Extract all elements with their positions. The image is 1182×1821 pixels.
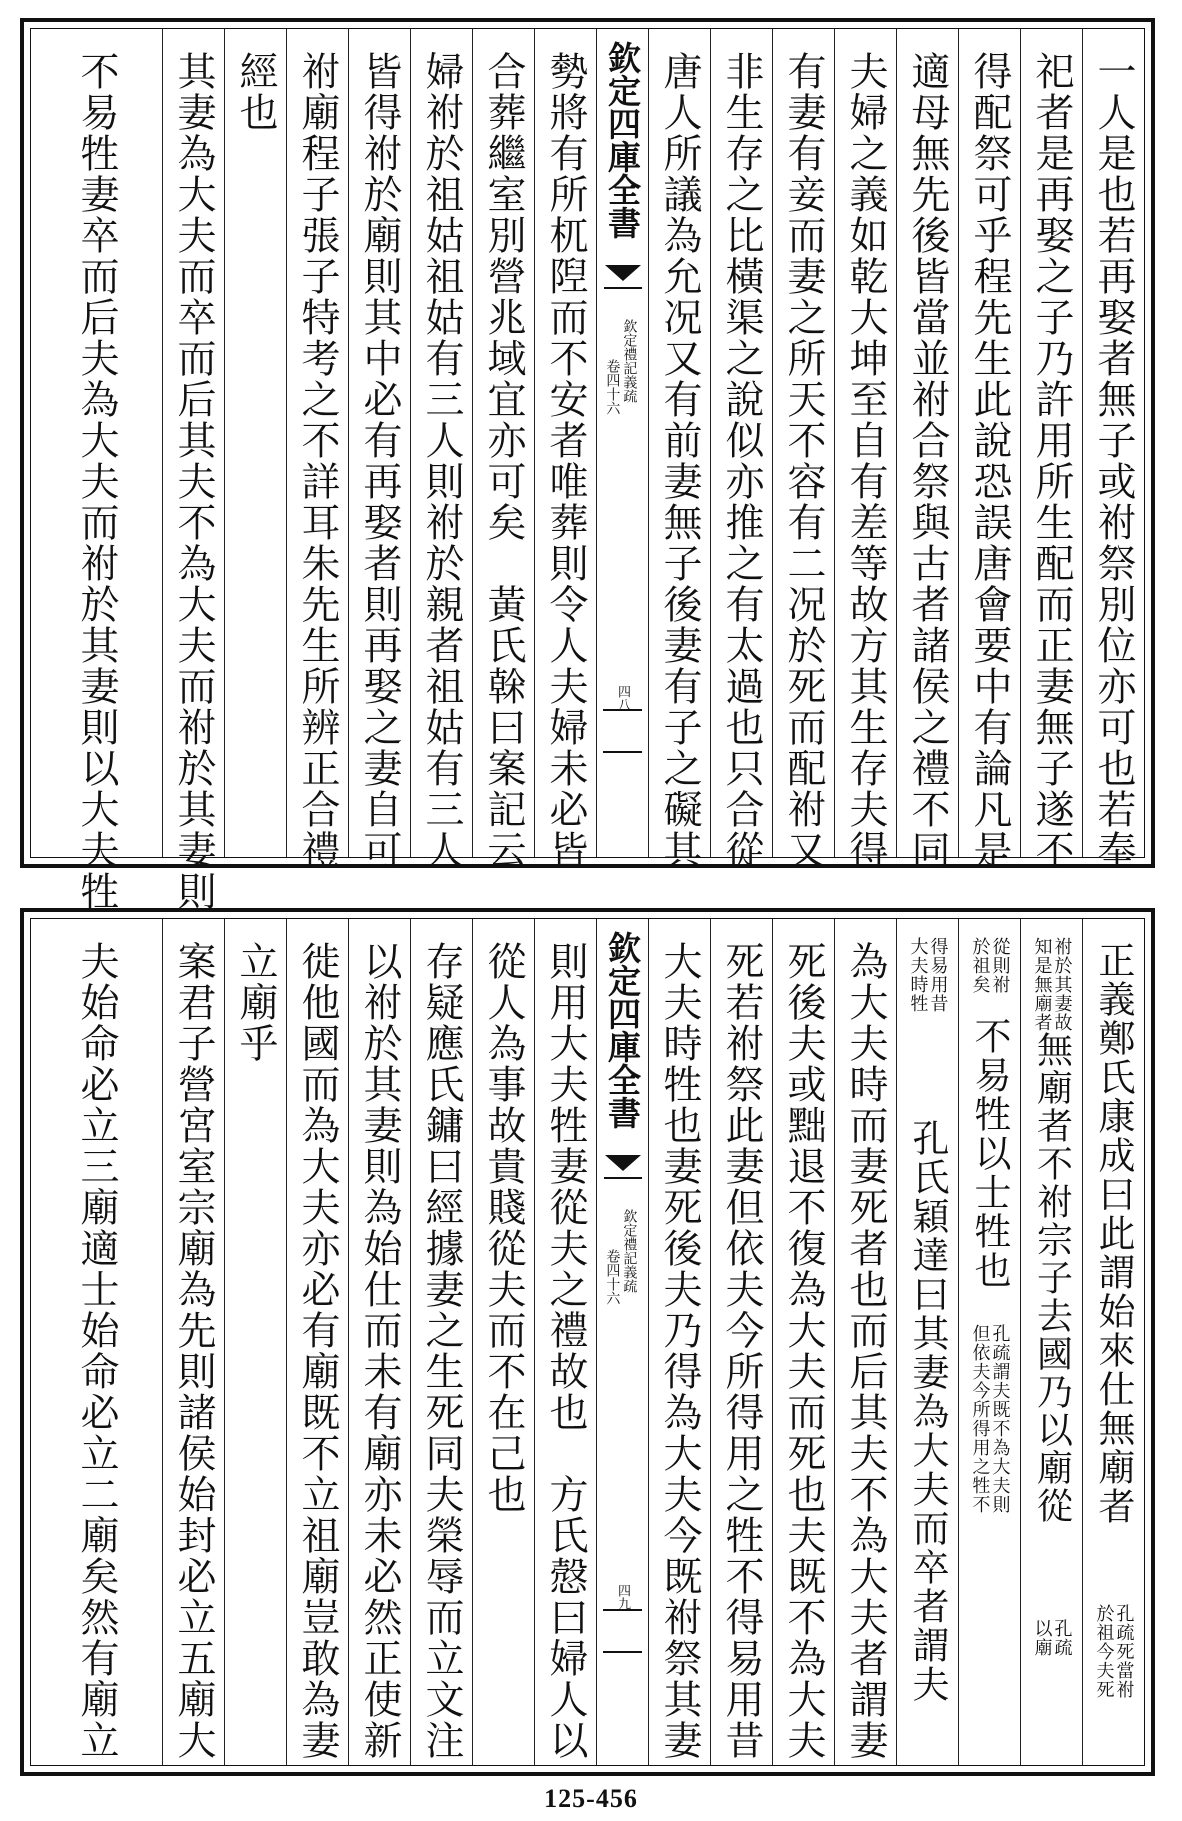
bottom-col-3-tail-note-right: 孔疏謂夫既不為大夫則: [989, 1324, 1011, 1514]
bottom-col-6-text: 死後夫或黜退不復為大夫而死也夫既不為大夫: [781, 941, 826, 1761]
top-banxin: [596, 29, 648, 857]
bottom-banxin-title: 欽定四庫全書: [603, 931, 642, 1129]
top-col-7: [710, 29, 772, 871]
top-col-1-text: 一人是也若再娶者無子或祔祭別位亦可也若奉: [1091, 51, 1136, 871]
top-col-16: [31, 29, 162, 912]
bottom-col-3-head-notes: [959, 937, 1020, 994]
bottom-col-13-text: 徙他國而為大夫亦必有廟既不立祖廟豈敢為妻: [295, 941, 340, 1761]
bottom-banxin: [596, 919, 648, 1765]
top-col-7-text: 非生存之比橫渠之說似亦推之有太過也只合從: [719, 51, 764, 871]
bottom-page-columns: [31, 919, 1144, 1765]
top-col-4-text: 適母無先後皆當並祔合祭與古者諸侯之禮不同: [905, 51, 950, 871]
bottom-col-7-text: 死若祔祭此妻但依夫今所得用之牲不得易用昔: [719, 941, 764, 1761]
top-col-2: [1020, 29, 1082, 871]
bottom-banxin-rule-2: [603, 1651, 642, 1653]
top-col-6-text: 有妻有妾而妻之所天不容有二况於死而配祔又: [781, 51, 826, 871]
bottom-col-2-note-left: 知是無廟者: [1031, 937, 1053, 1032]
top-col-9: [534, 29, 596, 871]
top-col-2-text: 祀者是再娶之子乃許用所生配而正妻無子遂不: [1029, 51, 1074, 871]
bottom-col-2-note-right: 祔於其妻故: [1051, 937, 1073, 1032]
bottom-col-1-notes: [1083, 1604, 1144, 1699]
top-col-10-text: 合葬繼室別營兆域宜亦可矣 黃氏榦曰案記云: [481, 51, 526, 871]
bottom-col-3: [958, 919, 1020, 1765]
bottom-col-14: [224, 919, 286, 1765]
top-col-16-text: 不易牲妻卒而后夫為大夫而祔於其妻則以大夫牲: [74, 51, 119, 912]
top-fish-tail-mark: [605, 265, 641, 281]
bottom-banxin-page-number: 四九: [615, 1584, 630, 1610]
top-col-8-text: 唐人所議為允况又有前妻無子後妻有子之礙其: [657, 51, 702, 871]
top-col-3: [958, 29, 1020, 871]
top-col-15: [162, 29, 224, 912]
bottom-col-3-tail-note-left: 但依夫今所得用之牲不: [969, 1324, 991, 1514]
top-col-14: [224, 29, 286, 857]
bottom-col-1: [1082, 919, 1144, 1765]
bottom-col-5: [834, 919, 896, 1765]
bottom-fish-tail-rule: [604, 1177, 642, 1179]
bottom-col-9: [534, 919, 596, 1765]
bottom-col-15-text: 案君子營宮室宗廟為先則諸侯始封必立五廟大: [171, 941, 216, 1761]
bottom-col-15: [162, 919, 224, 1765]
top-col-1: [1082, 29, 1144, 871]
bottom-col-4-main: 孔氏穎達曰其妻為大夫而卒者謂夫: [906, 1119, 949, 1704]
top-col-5: [834, 29, 896, 871]
bottom-col-3-main: 不易牲以士牲也: [968, 1017, 1011, 1290]
top-page-inner-frame: [30, 28, 1145, 912]
bottom-col-2-head-notes: [1021, 937, 1082, 1032]
bottom-col-1-main: 正義鄭氏康成曰此謂始來仕無廟者: [1092, 941, 1135, 1526]
top-col-9-text: 勢將有所杌隉而不安者唯葬則令人夫婦未必皆: [543, 51, 588, 871]
bottom-col-10: [472, 919, 534, 1765]
top-banxin-page-number: 四八: [615, 685, 630, 711]
top-col-5-text: 夫婦之義如乾大坤至自有差等故方其生存夫得: [843, 51, 888, 871]
bottom-col-1-note-right: 孔疏死當祔: [1113, 1604, 1135, 1699]
top-col-6: [772, 29, 834, 871]
top-fish-tail-rule: [604, 287, 642, 289]
bottom-col-3-tail-notes: [959, 1324, 1020, 1514]
top-page-columns: [31, 29, 1144, 912]
bottom-col-11-text: 存疑應氏鏞曰經據妻之生死同夫榮辱而立文注: [419, 941, 464, 1761]
bottom-col-1-note-left: 於祖今夫死: [1093, 1604, 1115, 1699]
bottom-col-4-head-notes: [897, 937, 958, 1013]
bottom-col-7: [710, 919, 772, 1765]
bottom-col-14-text: 立廟乎: [233, 941, 278, 1064]
bottom-banxin-book-title: 欽定禮記義疏: [621, 1209, 638, 1293]
top-col-10: [472, 29, 534, 871]
top-col-3-text: 得配祭可乎程先生此說恐誤唐會要中有論凡是: [967, 51, 1012, 871]
bottom-col-10-text: 從人為事故貴賤從夫而不在己也: [481, 941, 526, 1515]
top-col-11: [410, 29, 472, 871]
bottom-col-2-main: 無廟者不祔宗子去國乃以廟從: [1031, 1031, 1073, 1525]
bottom-col-3-note-left: 於祖矣: [969, 937, 991, 994]
bottom-col-2-tail-notes: [1021, 1619, 1082, 1657]
top-banxin-rule-2: [603, 751, 642, 753]
bottom-col-5-text: 為大夫時而妻死者也而后其夫不為大夫者謂妻: [843, 941, 888, 1761]
bottom-col-12-text: 以祔於其妻則為始仕而未有廟亦未必然正使新: [357, 941, 402, 1761]
bottom-col-8: [648, 919, 710, 1765]
bottom-col-2: [1020, 919, 1082, 1765]
top-col-12: [348, 29, 410, 871]
top-col-4: [896, 29, 958, 871]
footer-page-code: 125-456: [544, 1784, 638, 1813]
bottom-col-11: [410, 919, 472, 1765]
bottom-col-12: [348, 919, 410, 1765]
top-col-11-text: 婦祔於祖姑祖姑有三人則祔於親者祖姑有三人: [419, 51, 464, 871]
bottom-page-inner-frame: [30, 918, 1145, 1766]
bottom-col-13: [286, 919, 348, 1765]
bottom-banxin-volume: 卷四十六: [604, 1249, 621, 1305]
bottom-col-4-note-left: 大夫時牲: [907, 937, 929, 1013]
top-col-13: [286, 29, 348, 871]
top-col-14-text: 經也: [233, 51, 278, 133]
bottom-col-2-tail-note-left: 以廟: [1031, 1619, 1053, 1657]
bottom-col-16-text: 夫始命必立三廟適士始命必立二廟矣然有廟立: [74, 941, 119, 1761]
top-col-8: [648, 29, 710, 871]
top-col-13-text: 祔廟程子張子特考之不詳耳朱先生所辨正合禮: [295, 51, 340, 871]
bottom-col-8-text: 大夫時牲也妻死後夫乃得為大夫今既祔祭其妻: [657, 941, 702, 1761]
top-col-15-text: 其妻為大夫而卒而后其夫不為大夫而祔於其妻則: [171, 51, 216, 912]
bottom-col-3-note-right: 從則祔: [989, 937, 1011, 994]
bottom-col-4: [896, 919, 958, 1765]
bottom-page-panel: [20, 908, 1155, 1776]
top-banxin-book-title: 欽定禮記義疏: [621, 319, 638, 403]
bottom-fish-tail-mark: [605, 1155, 641, 1171]
bottom-col-6: [772, 919, 834, 1765]
bottom-col-2-tail-note-right: 孔疏: [1051, 1619, 1073, 1657]
bottom-col-9-text: 則用大夫牲妻從夫之禮故也 方氏慤曰婦人以: [543, 941, 588, 1761]
top-banxin-volume: 卷四十六: [604, 359, 621, 415]
bottom-col-4-note-right: 得易用昔: [927, 937, 949, 1013]
bottom-col-16: [31, 919, 162, 1765]
top-page-panel: [20, 18, 1155, 912]
top-col-12-text: 皆得祔於廟則其中必有再娶者則再娶之妻自可: [357, 51, 402, 871]
top-banxin-title: 欽定四庫全書: [603, 41, 642, 239]
